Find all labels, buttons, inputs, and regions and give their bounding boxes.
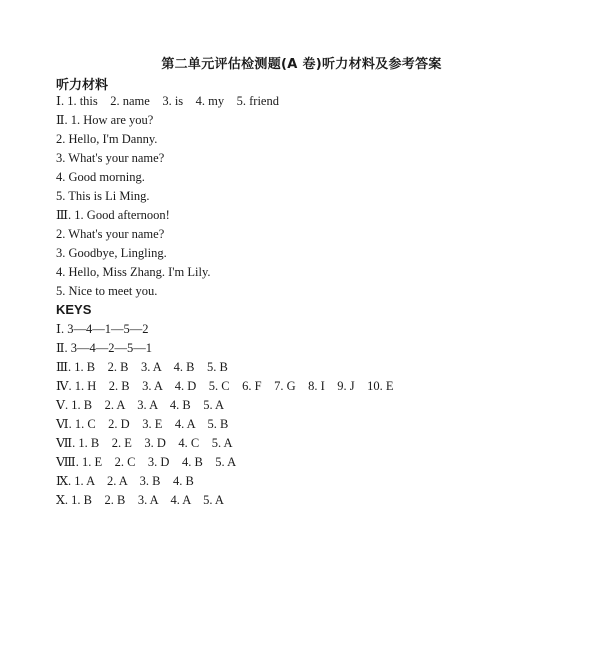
listening-line: 2. What's your name?	[56, 227, 165, 241]
keys-line: Ⅹ. 1. B 2. B 3. A 4. A 5. A	[56, 493, 224, 507]
listening-line: Ⅲ. 1. Good afternoon!	[56, 208, 170, 222]
keys-line: Ⅸ. 1. A 2. A 3. B 4. B	[56, 474, 194, 488]
page-title: 第二单元评估检测题(A 卷)听力材料及参考答案	[161, 57, 442, 72]
keys-line: Ⅵ. 1. C 2. D 3. E 4. A 5. B	[56, 417, 229, 431]
keys-line: Ⅴ. 1. B 2. A 3. A 4. B 5. A	[56, 398, 225, 412]
listening-line: Ⅰ. 1. this 2. name 3. is 4. my 5. friend	[56, 94, 279, 108]
keys-line: Ⅱ. 3—4—2—5—1	[56, 341, 152, 355]
keys-heading: KEYS	[56, 302, 92, 317]
keys-line: Ⅲ. 1. B 2. B 3. A 4. B 5. B	[56, 360, 228, 374]
keys-line: Ⅶ. 1. B 2. E 3. D 4. C 5. A	[56, 436, 233, 450]
listening-heading: 听力材料	[56, 78, 109, 93]
keys-line: Ⅷ. 1. E 2. C 3. D 4. B 5. A	[56, 455, 237, 469]
keys-line: Ⅰ. 3—4—1—5—2	[56, 322, 149, 336]
listening-line: 3. What's your name?	[56, 151, 165, 165]
listening-line: Ⅱ. 1. How are you?	[56, 113, 154, 127]
listening-line: 2. Hello, I'm Danny.	[56, 132, 158, 146]
listening-line: 4. Good morning.	[56, 170, 145, 184]
listening-line: 4. Hello, Miss Zhang. I'm Lily.	[56, 265, 211, 279]
listening-line: 5. This is Li Ming.	[56, 189, 150, 203]
listening-line: 3. Goodbye, Lingling.	[56, 246, 167, 260]
keys-line: Ⅳ. 1. H 2. B 3. A 4. D 5. C 6. F 7. G 8. I 9. J 10. E	[56, 379, 394, 393]
listening-line: 5. Nice to meet you.	[56, 284, 158, 298]
